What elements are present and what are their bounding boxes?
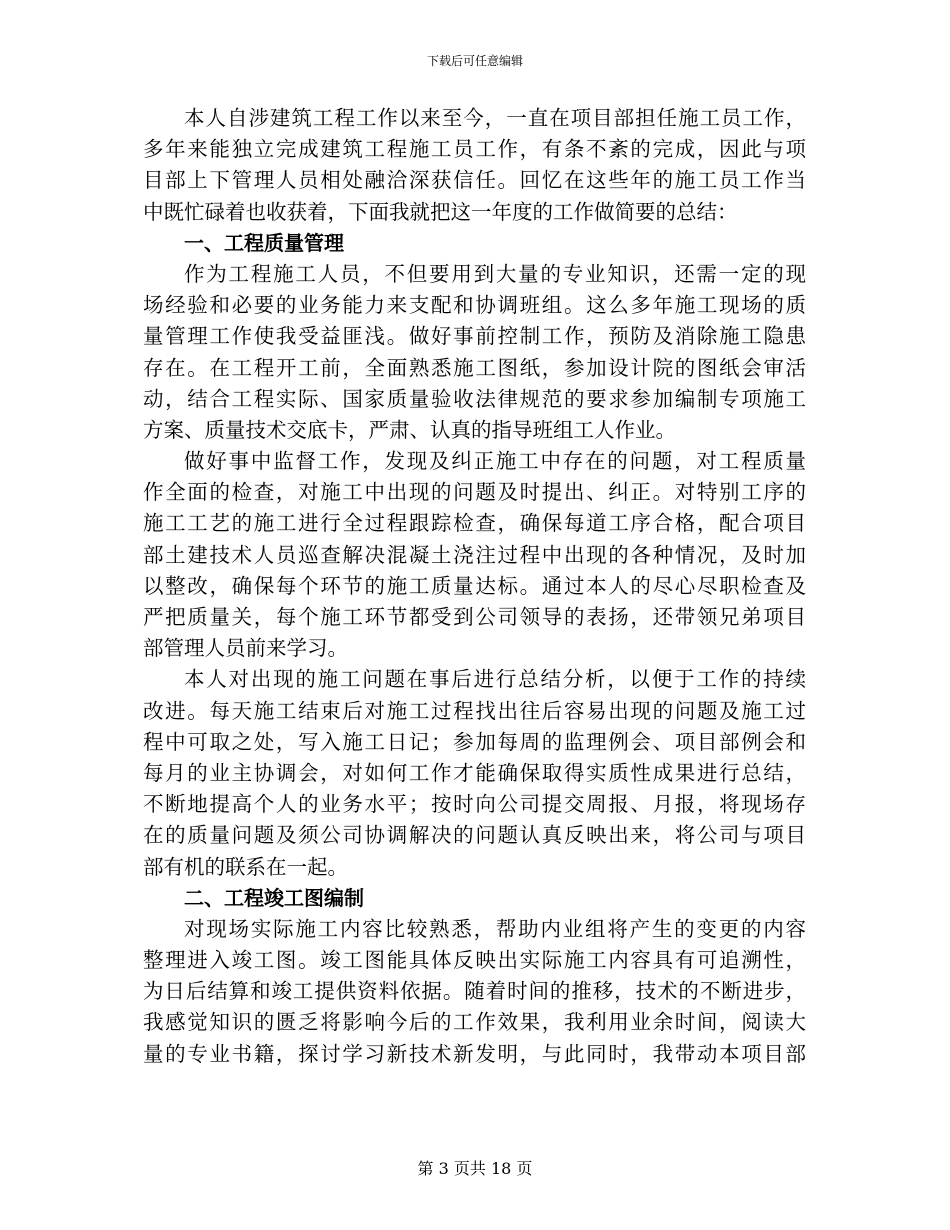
- paragraph-line: 本人自涉建筑工程工作以来至今，一直在项目部担任施工员工作，: [184, 106, 806, 130]
- section-heading: 一、工程质量管理: [184, 230, 344, 255]
- paragraph-line: 不断地提高个人的业务水平；按时向公司提交周报、月报，将现场存: [143, 792, 806, 817]
- paragraph-line: 做好事中监督工作，发现及纠正施工中存在的问题，对工程质量: [184, 449, 806, 474]
- paragraph-line: 作全面的检查，对施工中出现的问题及时提出、纠正。对特别工序的: [143, 480, 806, 505]
- paragraph-line: 在的质量问题及须公司协调解决的问题认真反映出来，将公司与项目: [143, 823, 806, 848]
- paragraph-line: 对现场实际施工内容比较熟悉，帮助内业组将产生的变更的内容: [184, 916, 806, 941]
- paragraph-line: 严把质量关，每个施工环节都受到公司领导的表扬，还带领兄弟项目: [143, 605, 806, 629]
- paragraph-line: 改进。每天施工结束后对施工过程找出往后容易出现的问题及施工过: [143, 698, 806, 723]
- paragraph-line: 为日后结算和竣工提供资料依据。随着时间的推移，技术的不断进步，: [143, 979, 806, 1004]
- section-heading: 二、工程竣工图编制: [184, 885, 364, 910]
- paragraph-line: 以整改，确保每个环节的施工质量达标。通过本人的尽心尽职检查及: [143, 573, 806, 598]
- paragraph-line: 多年来能独立完成建筑工程施工员工作，有条不紊的完成，因此与项: [143, 137, 806, 162]
- paragraph-line: 每月的业主协调会，对如何工作才能确保取得实质性成果进行总结，: [143, 760, 806, 785]
- page-footer: 第 3 页共 18 页: [417, 1159, 533, 1178]
- paragraph-line: 部管理人员前来学习。: [143, 636, 348, 661]
- paragraph-line: 本人对出现的施工问题在事后进行总结分析，以便于工作的持续: [184, 667, 806, 692]
- paragraph-line: 动，结合工程实际、国家质量验收法律规范的要求参加编制专项施工: [143, 386, 806, 411]
- paragraph-line: 目部上下管理人员相处融洽深获信任。回忆在这些年的施工员工作当: [143, 168, 806, 193]
- paragraph-line: 方案、质量技术交底卡，严肃、认真的指导班组工人作业。: [143, 417, 676, 442]
- paragraph-line: 部土建技术人员巡查解决混凝土浇注过程中出现的各种情况，及时加: [143, 542, 806, 567]
- paragraph-line: 作为工程施工人员，不但要用到大量的专业知识，还需一定的现: [184, 261, 806, 286]
- paragraph-line: 存在。在工程开工前，全面熟悉施工图纸，参加设计院的图纸会审活: [143, 355, 806, 380]
- paragraph-line: 整理进入竣工图。竣工图能具体反映出实际施工内容具有可追溯性，: [143, 948, 806, 973]
- document-body: [143, 103, 806, 1070]
- paragraph-line: 量的专业书籍，探讨学习新技术新发明，与此同时，我带动本项目部: [143, 1041, 806, 1066]
- paragraph-line: 部有机的联系在一起。: [143, 854, 348, 879]
- page-header: 下载后可任意编辑: [426, 54, 523, 68]
- paragraph-line: 量管理工作使我受益匪浅。做好事前控制工作，预防及消除施工隐患: [143, 324, 806, 349]
- paragraph-line: 施工工艺的施工进行全过程跟踪检查，确保每道工序合格，配合项目: [143, 511, 806, 536]
- paragraph-line: 我感觉知识的匮乏将影响今后的工作效果，我利用业余时间，阅读大: [143, 1010, 806, 1035]
- paragraph-line: 中既忙碌着也收获着，下面我就把这一年度的工作做简要的总结：: [143, 199, 738, 224]
- paragraph-line: 程中可取之处，写入施工日记；参加每周的监理例会、项目部例会和: [143, 729, 806, 754]
- paragraph-line: 场经验和必要的业务能力来支配和协调班组。这么多年施工现场的质: [143, 293, 806, 318]
